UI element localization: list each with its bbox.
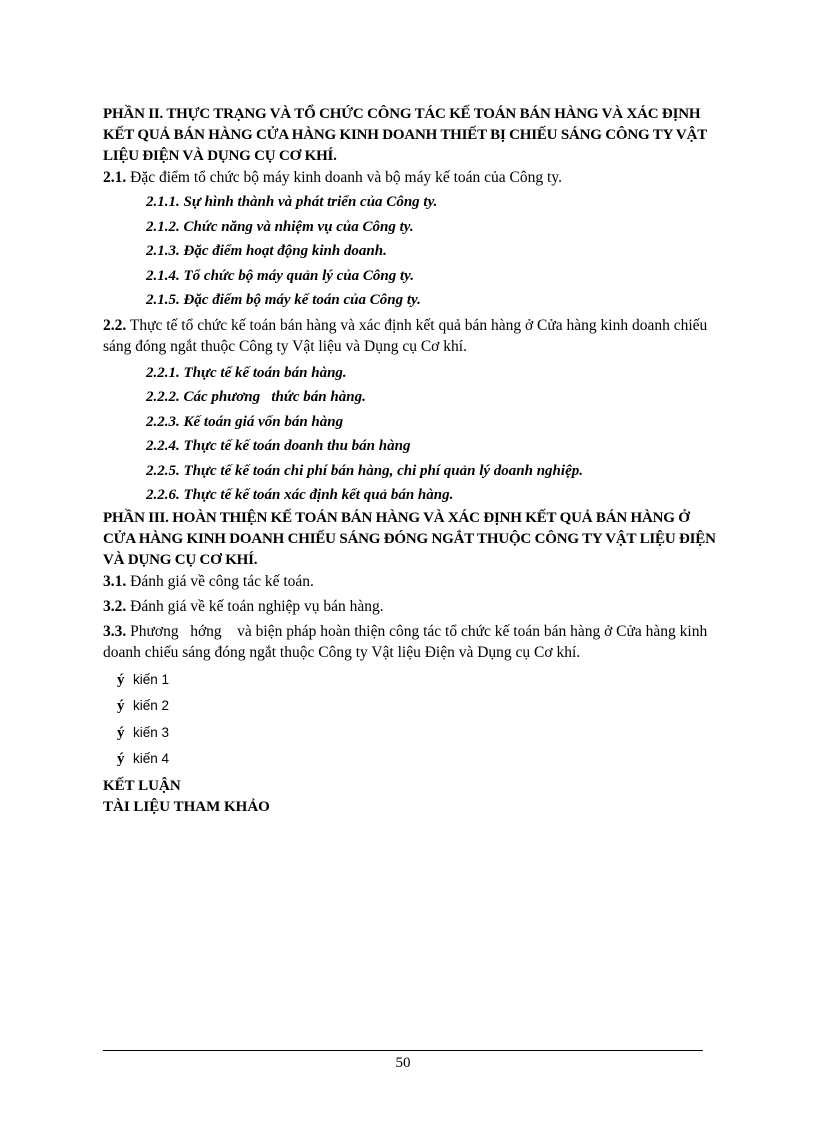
bullet-mark: ý [117, 671, 125, 688]
subsection-2-2-1: 2.2.1. Thực tế kế toán bán hàng. [146, 364, 347, 381]
list-item [103, 746, 725, 773]
conclusion-heading: KẾT LUẬN [103, 777, 181, 794]
section-3-2 [103, 596, 725, 617]
section-title: Phương hớng và biện pháp hoàn thiện công tác tổ chức kế toán bán hàng ở Cửa hàng kinh doanh chiếu sáng đóng ngắt thuộc Công ty Vật liệu Điện và Dụng cụ Cơ khí. [103, 622, 712, 661]
subsection-2-2-5: 2.2.5. Thực tế kế toán chi phí bán hàng, chi phí quản lý doanh nghiệp. [146, 462, 583, 479]
list-item-text: kiến 3 [133, 724, 170, 740]
section-number: 3.1. [103, 572, 127, 590]
subsection-2-2-6: 2.2.6. Thực tế kế toán xác định kết quả bán hàng. [146, 487, 454, 503]
page-number: 50 [395, 1055, 411, 1071]
section-3-3 [103, 621, 725, 663]
list-item-text: kiến 4 [133, 751, 170, 766]
subsection-2-1-3: 2.1.3. Đặc điểm hoạt động kinh doanh. [146, 243, 387, 259]
section-title: Đánh giá về công tác kế toán. [126, 572, 314, 590]
opinion-list [103, 667, 725, 773]
subsection-2-1-4: 2.1.4. Tổ chức bộ máy quản lý của Công ty. [146, 267, 415, 284]
subsection-2-2-4: 2.2.4. Thực tế kế toán doanh thu bán hàng [146, 438, 411, 454]
section-title: Đặc điểm tổ chức bộ máy kinh doanh và bộ máy kế toán của Công ty. [126, 169, 562, 186]
subsection-2-2-3: 2.2.3. Kế toán giá vốn bán hàng [146, 413, 344, 430]
section-3-1 [103, 571, 725, 592]
subsection-2-1-2: 2.1.2. Chức năng và nhiệm vụ của Công ty. [146, 218, 414, 235]
part3-heading: PHẦN III. HOÀN THIỆN KẾ TOÁN BÁN HÀNG VÀ XÁC ĐỊNH KẾT QUẢ BÁN HÀNG Ở CỬA HÀNG KINH DOANH CHIẾU SÁNG ĐÓNG NGẮT THUỘC CÔNG TY VẬT LIỆU ĐIỆN VÀ DỤNG CỤ CƠ KHÍ. [103, 509, 716, 568]
section-2-2 [103, 315, 725, 357]
subsection-2-1-1: 2.1.1. Sự hình thành và phát triển của Công ty. [146, 194, 438, 210]
bullet-mark: ý [117, 698, 125, 714]
footer-rule [103, 1050, 703, 1051]
section-title: Thực tế tổ chức kế toán bán hàng và xác định kết quả bán hàng ở Cửa hàng kinh doanh chiếu sáng đóng ngắt thuộc Công ty Vật liệu và Dụng cụ Cơ khí. [103, 316, 708, 355]
section-number: 3.3. [103, 622, 127, 640]
list-item [103, 720, 725, 747]
toc-content [103, 104, 725, 818]
part2-heading: PHẦN II. THỰC TRẠNG VÀ TỔ CHỨC CÔNG TÁC KẾ TOÁN BÁN HÀNG VÀ XÁC ĐỊNH KẾT QUẢ BÁN HÀNG CỬA HÀNG KINH DOANH THIẾT BỊ CHIẾU SÁNG CÔNG TY VẬT LIỆU ĐIỆN VÀ DỤNG CỤ CƠ KHÍ. [103, 106, 707, 164]
section-number: 2.2. [103, 316, 127, 334]
section-title: Đánh giá về kế toán nghiệp vụ bán hàng. [126, 597, 384, 615]
list-item-text: kiến 1 [133, 671, 170, 687]
bullet-mark: ý [117, 724, 125, 741]
subsection-2-2-2: 2.2.2. Các phương thức bán hàng. [146, 389, 366, 405]
list-item [103, 693, 725, 720]
references-heading: TÀI LIỆU THAM KHẢO [103, 798, 270, 815]
section-number: 3.2. [103, 597, 127, 615]
subsection-list-2-2 [103, 361, 725, 508]
list-item [103, 667, 725, 694]
section-number: 2.1. [103, 169, 127, 186]
subsection-list-2-1 [103, 190, 725, 313]
bullet-mark: ý [117, 751, 125, 767]
section-2-1 [103, 167, 725, 188]
subsection-2-1-5: 2.1.5. Đặc điểm bộ máy kế toán của Công ty. [146, 292, 421, 308]
list-item-text: kiến 2 [133, 698, 170, 713]
